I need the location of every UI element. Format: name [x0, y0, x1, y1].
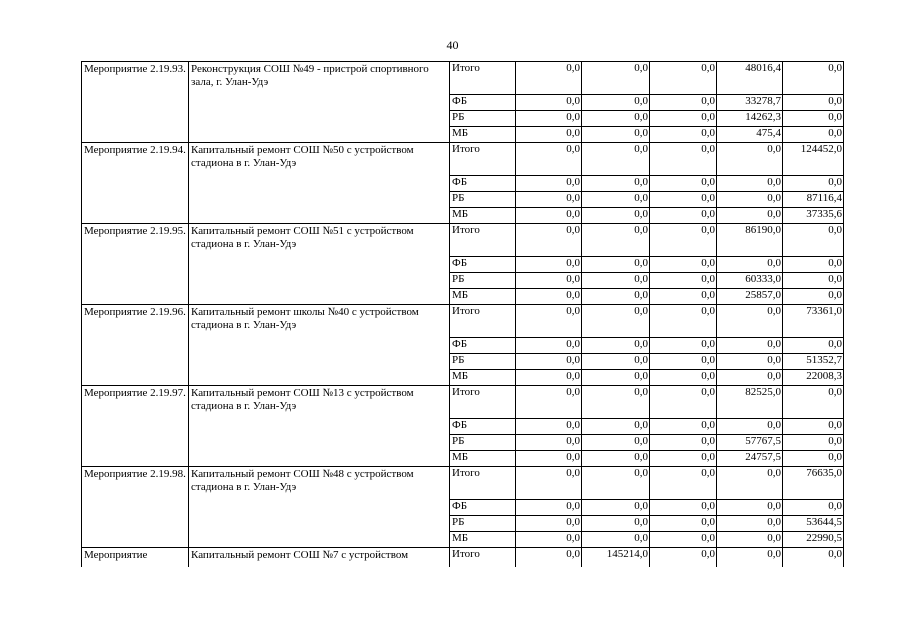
- amount-cell: 0,0: [650, 338, 717, 354]
- amount-cell: 475,4: [717, 127, 783, 143]
- amount-cell: 25857,0: [717, 289, 783, 305]
- amount-cell: 0,0: [717, 257, 783, 273]
- amount-cell: 0,0: [650, 208, 717, 224]
- amount-cell: 0,0: [516, 419, 582, 435]
- amount-cell: 0,0: [650, 257, 717, 273]
- funding-source-cell: РБ: [450, 111, 516, 127]
- amount-cell: 0,0: [582, 192, 650, 208]
- amount-cell: 0,0: [516, 176, 582, 192]
- funding-source-cell: ФБ: [450, 338, 516, 354]
- activity-code-cell: Мероприятие 2.19.94.: [82, 143, 189, 224]
- amount-cell: 0,0: [516, 532, 582, 548]
- activity-description-cell: Реконструкция СОШ №49 - пристрой спортивного зала, г. Улан-Удэ: [189, 62, 450, 143]
- amount-cell: 0,0: [783, 435, 844, 451]
- amount-cell: 0,0: [783, 224, 844, 257]
- funding-source-cell: МБ: [450, 208, 516, 224]
- amount-cell: 0,0: [582, 386, 650, 419]
- amount-cell: 0,0: [516, 127, 582, 143]
- amount-cell: 0,0: [582, 532, 650, 548]
- amount-cell: 0,0: [582, 257, 650, 273]
- amount-cell: 0,0: [650, 143, 717, 176]
- amount-cell: 87116,4: [783, 192, 844, 208]
- table-body: [82, 62, 844, 567]
- funding-source-cell: Итого: [450, 467, 516, 500]
- amount-cell: 0,0: [650, 435, 717, 451]
- amount-cell: 0,0: [516, 370, 582, 386]
- table-row: [82, 224, 844, 257]
- amount-cell: 0,0: [783, 95, 844, 111]
- table-row: [82, 305, 844, 338]
- amount-cell: 0,0: [650, 386, 717, 419]
- amount-cell: 0,0: [717, 500, 783, 516]
- amount-cell: 124452,0: [783, 143, 844, 176]
- amount-cell: 0,0: [717, 176, 783, 192]
- amount-cell: 0,0: [650, 224, 717, 257]
- activity-code-cell: Мероприятие 2.19.95.: [82, 224, 189, 305]
- activity-code-cell: Мероприятие 2.19.96.: [82, 305, 189, 386]
- amount-cell: 0,0: [650, 516, 717, 532]
- amount-cell: 0,0: [516, 95, 582, 111]
- amount-cell: 0,0: [717, 338, 783, 354]
- funding-source-cell: Итого: [450, 143, 516, 176]
- activity-code-cell: Мероприятие: [82, 548, 189, 567]
- amount-cell: 0,0: [717, 532, 783, 548]
- activity-code-cell: Мероприятие 2.19.98.: [82, 467, 189, 548]
- amount-cell: 0,0: [582, 516, 650, 532]
- amount-cell: 0,0: [783, 548, 844, 567]
- amount-cell: 53644,5: [783, 516, 844, 532]
- amount-cell: 60333,0: [717, 273, 783, 289]
- table-row: [82, 548, 844, 567]
- amount-cell: 0,0: [516, 516, 582, 532]
- amount-cell: 0,0: [650, 532, 717, 548]
- activity-description-cell: Капитальный ремонт СОШ №50 с устройством стадиона в г. Улан-Удэ: [189, 143, 450, 224]
- amount-cell: 0,0: [783, 419, 844, 435]
- amount-cell: 0,0: [516, 386, 582, 419]
- funding-source-cell: МБ: [450, 370, 516, 386]
- amount-cell: 0,0: [783, 176, 844, 192]
- amount-cell: 0,0: [717, 354, 783, 370]
- funding-source-cell: Итого: [450, 305, 516, 338]
- funding-source-cell: РБ: [450, 354, 516, 370]
- amount-cell: 0,0: [516, 467, 582, 500]
- amount-cell: 145214,0: [582, 548, 650, 567]
- amount-cell: 0,0: [783, 273, 844, 289]
- amount-cell: 0,0: [717, 419, 783, 435]
- funding-source-cell: ФБ: [450, 419, 516, 435]
- amount-cell: 0,0: [582, 176, 650, 192]
- amount-cell: 0,0: [516, 435, 582, 451]
- amount-cell: 0,0: [783, 127, 844, 143]
- amount-cell: 0,0: [717, 305, 783, 338]
- amount-cell: 82525,0: [717, 386, 783, 419]
- funding-source-cell: МБ: [450, 289, 516, 305]
- amount-cell: 86190,0: [717, 224, 783, 257]
- amount-cell: 0,0: [783, 338, 844, 354]
- amount-cell: 0,0: [650, 192, 717, 208]
- funding-source-cell: Итого: [450, 548, 516, 567]
- amount-cell: 0,0: [582, 224, 650, 257]
- table-row: [82, 386, 844, 419]
- activity-description-cell: Капитальный ремонт школы №40 с устройством стадиона в г. Улан-Удэ: [189, 305, 450, 386]
- funding-source-cell: ФБ: [450, 95, 516, 111]
- amount-cell: 0,0: [650, 548, 717, 567]
- funding-source-cell: Итого: [450, 224, 516, 257]
- amount-cell: 0,0: [516, 143, 582, 176]
- amount-cell: 0,0: [516, 289, 582, 305]
- amount-cell: 0,0: [582, 208, 650, 224]
- amount-cell: 14262,3: [717, 111, 783, 127]
- funding-source-cell: МБ: [450, 451, 516, 467]
- amount-cell: 0,0: [516, 208, 582, 224]
- amount-cell: 0,0: [582, 62, 650, 95]
- amount-cell: 0,0: [582, 419, 650, 435]
- amount-cell: 0,0: [783, 386, 844, 419]
- amount-cell: 0,0: [650, 500, 717, 516]
- funding-source-cell: МБ: [450, 532, 516, 548]
- amount-cell: 0,0: [582, 273, 650, 289]
- amount-cell: 0,0: [783, 257, 844, 273]
- amount-cell: 0,0: [783, 289, 844, 305]
- amount-cell: 0,0: [650, 62, 717, 95]
- activity-description-cell: Капитальный ремонт СОШ №51 с устройством стадиона в г. Улан-Удэ: [189, 224, 450, 305]
- table-row: [82, 62, 844, 95]
- amount-cell: 0,0: [650, 289, 717, 305]
- amount-cell: 0,0: [650, 176, 717, 192]
- amount-cell: 76635,0: [783, 467, 844, 500]
- amount-cell: 0,0: [582, 451, 650, 467]
- amount-cell: 0,0: [516, 338, 582, 354]
- amount-cell: 0,0: [516, 500, 582, 516]
- amount-cell: 0,0: [582, 127, 650, 143]
- amount-cell: 0,0: [783, 451, 844, 467]
- amount-cell: 0,0: [582, 354, 650, 370]
- amount-cell: 0,0: [650, 305, 717, 338]
- amount-cell: 57767,5: [717, 435, 783, 451]
- amount-cell: 0,0: [650, 451, 717, 467]
- amount-cell: 0,0: [650, 273, 717, 289]
- funding-source-cell: РБ: [450, 516, 516, 532]
- activity-description-cell: Капитальный ремонт СОШ №13 с устройством стадиона в г. Улан-Удэ: [189, 386, 450, 467]
- amount-cell: 48016,4: [717, 62, 783, 95]
- amount-cell: 0,0: [717, 548, 783, 567]
- amount-cell: 0,0: [582, 500, 650, 516]
- amount-cell: 0,0: [717, 192, 783, 208]
- activity-description-cell: Капитальный ремонт СОШ №7 с устройством: [189, 548, 450, 567]
- amount-cell: 0,0: [582, 143, 650, 176]
- funding-source-cell: Итого: [450, 62, 516, 95]
- amount-cell: 0,0: [650, 370, 717, 386]
- amount-cell: 0,0: [516, 111, 582, 127]
- activity-code-cell: Мероприятие 2.19.93.: [82, 62, 189, 143]
- amount-cell: 0,0: [516, 305, 582, 338]
- amount-cell: 0,0: [717, 143, 783, 176]
- amount-cell: 0,0: [582, 338, 650, 354]
- amount-cell: 0,0: [650, 467, 717, 500]
- funding-source-cell: РБ: [450, 435, 516, 451]
- amount-cell: 73361,0: [783, 305, 844, 338]
- amount-cell: 0,0: [516, 192, 582, 208]
- amount-cell: 0,0: [516, 224, 582, 257]
- funding-source-cell: ФБ: [450, 257, 516, 273]
- amount-cell: 0,0: [582, 370, 650, 386]
- amount-cell: 0,0: [582, 467, 650, 500]
- amount-cell: 0,0: [582, 435, 650, 451]
- activity-description-cell: Капитальный ремонт СОШ №48 с устройством стадиона в г. Улан-Удэ: [189, 467, 450, 548]
- funding-source-cell: ФБ: [450, 500, 516, 516]
- amount-cell: 0,0: [717, 516, 783, 532]
- amount-cell: 0,0: [650, 354, 717, 370]
- funding-source-cell: Итого: [450, 386, 516, 419]
- page-number: 40: [446, 38, 459, 52]
- amount-cell: 33278,7: [717, 95, 783, 111]
- amount-cell: 37335,6: [783, 208, 844, 224]
- funding-source-cell: РБ: [450, 273, 516, 289]
- amount-cell: 0,0: [582, 305, 650, 338]
- amount-cell: 0,0: [650, 127, 717, 143]
- amount-cell: 0,0: [582, 289, 650, 305]
- funding-table: [81, 61, 844, 567]
- funding-source-cell: РБ: [450, 192, 516, 208]
- amount-cell: 22008,3: [783, 370, 844, 386]
- amount-cell: 0,0: [717, 208, 783, 224]
- amount-cell: 0,0: [650, 111, 717, 127]
- amount-cell: 0,0: [650, 419, 717, 435]
- amount-cell: 0,0: [783, 500, 844, 516]
- funding-source-cell: МБ: [450, 127, 516, 143]
- amount-cell: 0,0: [516, 273, 582, 289]
- amount-cell: 0,0: [783, 62, 844, 95]
- amount-cell: 24757,5: [717, 451, 783, 467]
- amount-cell: 0,0: [516, 548, 582, 567]
- funding-source-cell: ФБ: [450, 176, 516, 192]
- amount-cell: 0,0: [516, 354, 582, 370]
- amount-cell: 22990,5: [783, 532, 844, 548]
- amount-cell: 0,0: [582, 111, 650, 127]
- amount-cell: 0,0: [516, 257, 582, 273]
- amount-cell: 0,0: [650, 95, 717, 111]
- table-row: [82, 467, 844, 500]
- amount-cell: 0,0: [582, 95, 650, 111]
- table-row: [82, 143, 844, 176]
- amount-cell: 0,0: [717, 370, 783, 386]
- amount-cell: 0,0: [717, 467, 783, 500]
- amount-cell: 51352,7: [783, 354, 844, 370]
- activity-code-cell: Мероприятие 2.19.97.: [82, 386, 189, 467]
- amount-cell: 0,0: [516, 451, 582, 467]
- amount-cell: 0,0: [783, 111, 844, 127]
- amount-cell: 0,0: [516, 62, 582, 95]
